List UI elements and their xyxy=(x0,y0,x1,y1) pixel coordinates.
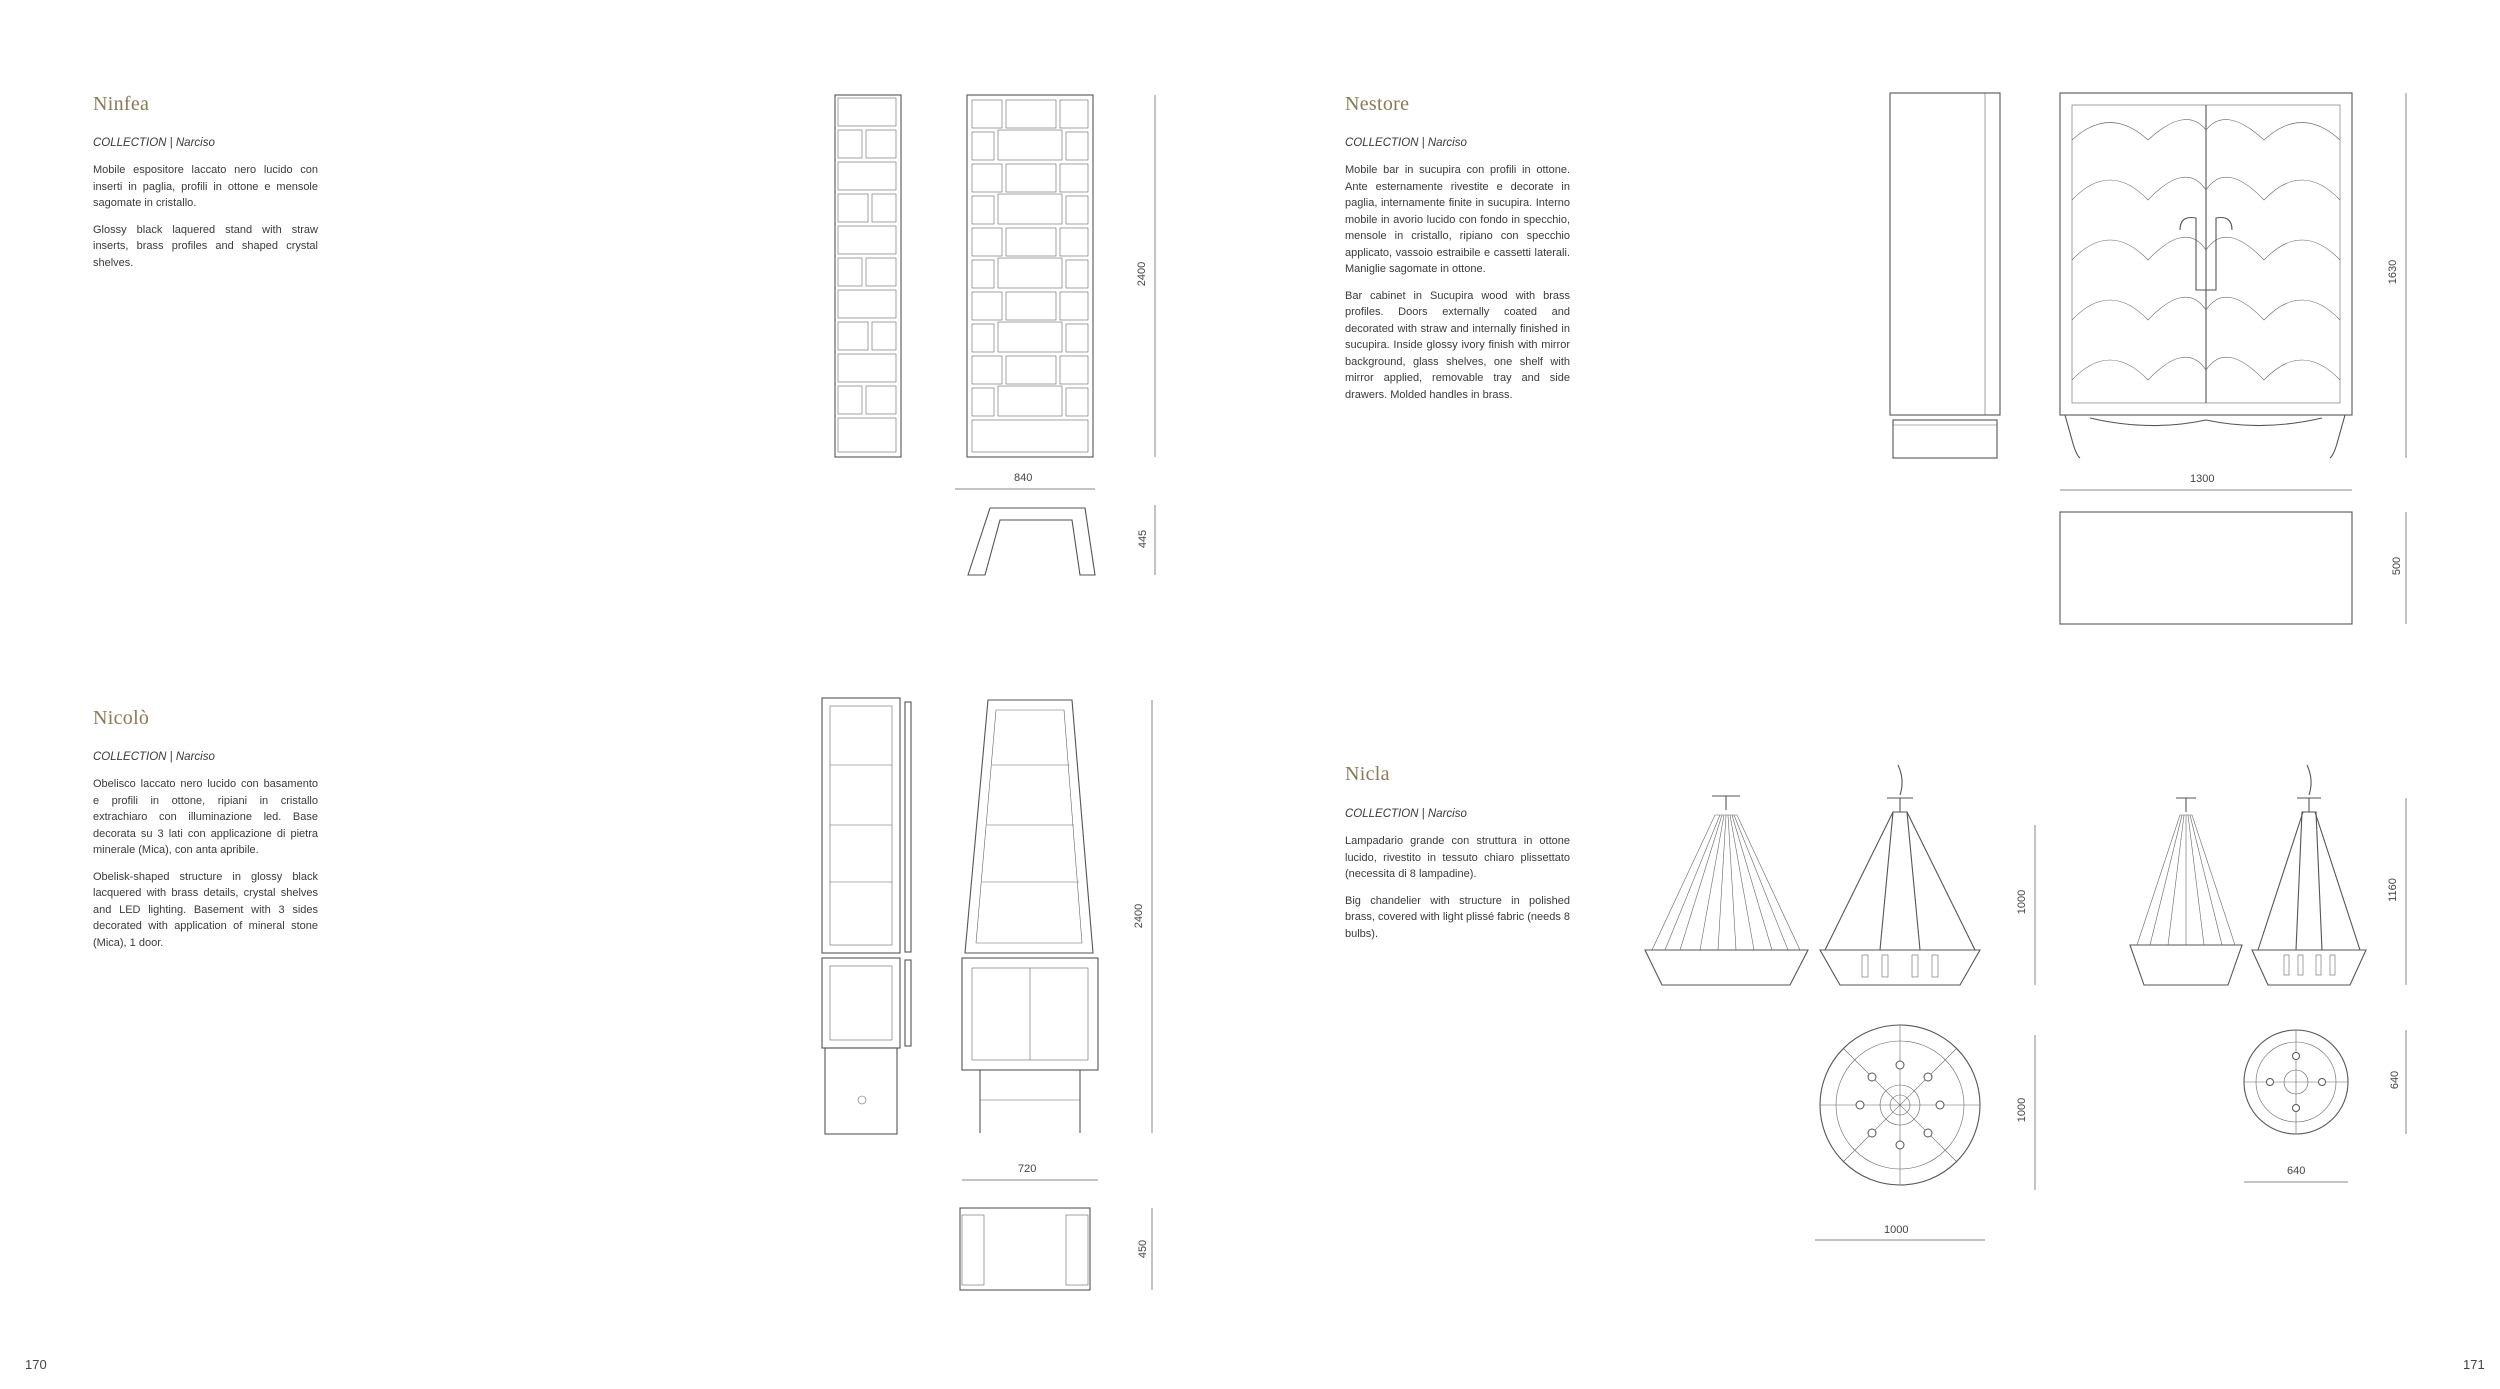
product-description xyxy=(93,776,318,961)
product-description xyxy=(93,162,318,281)
product-description xyxy=(1345,833,1570,952)
product-title-ninfea: Ninfea xyxy=(93,93,150,115)
description-english: Big chandelier with structure in polished brass, covered with light plissé fabric (needs 8 bulbs). xyxy=(1345,894,1570,940)
dimension-big-plan: 1000 xyxy=(2016,1097,2029,1123)
dimension-small-plan: 640 xyxy=(2389,1070,2402,1090)
dimension-big-width: 1000 xyxy=(1884,1224,1909,1236)
collection-label: COLLECTION | Narciso xyxy=(1345,808,1467,820)
nestore-side-view xyxy=(1890,93,2000,458)
dimension-depth: 450 xyxy=(1137,1239,1150,1259)
dimension-height: 2400 xyxy=(1133,903,1146,929)
nestore-front-view xyxy=(2060,93,2352,458)
description-italian: Mobile espositore laccato nero lucido con inserti in paglia, profili in ottone e mensole sagomate in cristallo. xyxy=(93,164,318,209)
product-title-nestore: Nestore xyxy=(1345,93,1410,115)
dimension-height: 1630 xyxy=(2387,259,2400,285)
description-english: Obelisk-shaped structure in glossy black lacquered with brass details, crystal shelves and LED lighting. Basement with 3 sides decorated with application of mineral stone (Mica), 1 door. xyxy=(93,870,318,949)
collection-label: COLLECTION | Narciso xyxy=(1345,137,1467,149)
nicla-small-plan-view xyxy=(2244,1030,2348,1134)
dimension-height: 2400 xyxy=(1136,261,1149,287)
ninfea-front-view xyxy=(967,95,1093,457)
nicolo-side-view xyxy=(822,698,911,1134)
description-italian: Obelisco laccato nero lucido con basamento e profili in ottone, ripiani in cristallo extrachiaro con illuminazione led. Base decorata su 3 lati con applicazione di pietra minerale (Mica), con anta apribile. xyxy=(93,778,318,856)
dimension-small-height: 1160 xyxy=(2386,878,2399,902)
dimension-depth: 445 xyxy=(1137,529,1150,549)
nicla-big-side-view xyxy=(1645,796,1808,985)
product-title-nicla: Nicla xyxy=(1345,763,1390,785)
page-number-right: 171 xyxy=(2463,1357,2485,1372)
dimension-depth: 500 xyxy=(2391,556,2404,576)
nicla-small-side-view xyxy=(2130,798,2242,985)
dimension-small-width: 640 xyxy=(2287,1165,2306,1177)
nicla-big-front-view xyxy=(1820,765,1980,985)
nicla-big-plan-view xyxy=(1820,1025,1980,1185)
product-description xyxy=(1345,162,1570,413)
nicolo-front-view xyxy=(962,700,1098,1133)
nestore-plan-view xyxy=(2060,512,2352,624)
page-number-left: 170 xyxy=(25,1357,47,1372)
description-english: Glossy black laquered stand with straw inserts, brass profiles and shaped crystal shelves. xyxy=(93,223,318,269)
product-title-nicolo: Nicolò xyxy=(93,707,150,729)
ninfea-side-view xyxy=(835,95,901,457)
description-italian: Lampadario grande con struttura in ottone lucido, rivestito in tessuto chiaro plissettato (necessita di 8 lampadine). xyxy=(1345,835,1570,880)
collection-label: COLLECTION | Narciso xyxy=(93,137,215,149)
dimension-width: 1300 xyxy=(2190,473,2215,485)
dimension-width: 720 xyxy=(1018,1163,1037,1175)
description-italian: Mobile bar in sucupira con profili in ottone. Ante esternamente rivestite e decorate in paglia, internamente finite in sucupira. Interno mobile in avorio lucido con fondo in specchio, mensole in cristallo, ripiano con specchio applicato, vassoio estraibile e cassetti laterali. Maniglie sagomate in ottone. xyxy=(1345,164,1570,275)
description-english: Bar cabinet in Sucupira wood with brass profiles. Doors externally coated and decorated with straw and internally finished in sucupira. Inside glossy ivory finish with mirror background, glass shelves, one shelf with mirror applied, removable tray and side drawers. Molded handles in brass. xyxy=(1345,289,1570,401)
ninfea-plan-view xyxy=(968,508,1095,575)
collection-label: COLLECTION | Narciso xyxy=(93,751,215,763)
nicla-small-front-view xyxy=(2252,765,2366,985)
nicolo-plan-view xyxy=(960,1208,1090,1290)
dimension-width: 840 xyxy=(1014,472,1033,484)
dimension-big-height: 1000 xyxy=(2016,889,2029,915)
